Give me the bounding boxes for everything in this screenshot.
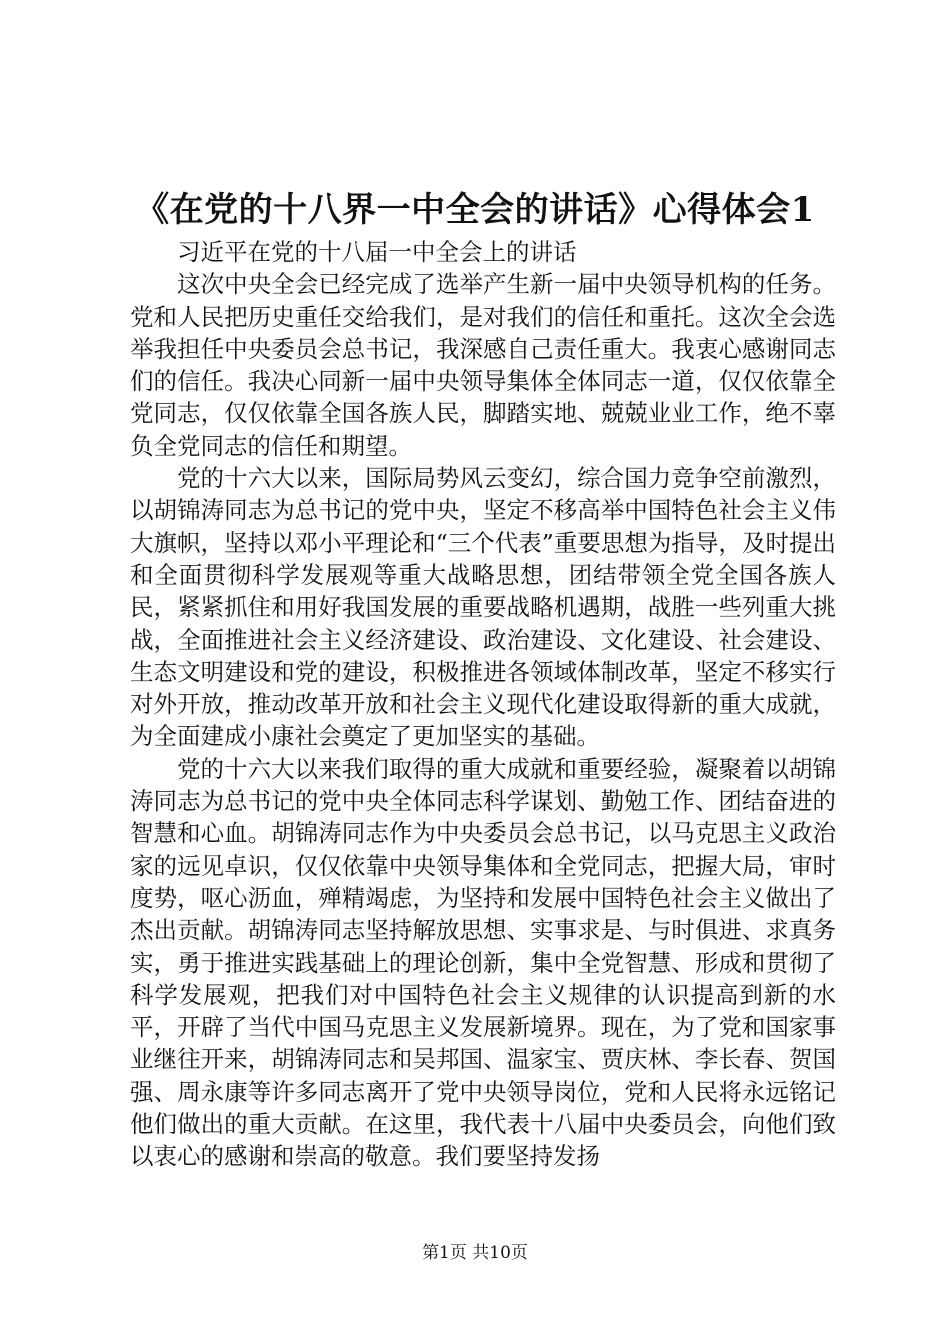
document-title: 《在党的十八界一中全会的讲话》心得体会1	[135, 190, 815, 230]
paragraph-1: 习近平在党的十八届一中全会上的讲话	[177, 238, 577, 266]
paragraph-3: 党的十六大以来，国际局势风云变幻，综合国力竞争空前激烈，以胡锦涛同志为总书记的党中央，坚定不移高举中国特色社会主义伟大旗帜，坚持以邓小平理论和“三个代表”重要思想为指导，及时提出和全面贯彻科学发展观等重大战略思想，团结带领全党全国各族人民，紧紧抓住和用好我国发展的重要战略机遇期，战胜一些列重大挑战，全面推进社会主义经济建设、政治建设、文化建设、社会建设、生态文明建设和党的建设，积极推进各领域体制改革，坚定不移实行对外开放，推动改革开放和社会主义现代化建设取得新的重大成就，为全面建成小康社会奠定了更加坚实的基础。	[130, 464, 836, 751]
page-footer: 第1页 共10页	[422, 1243, 528, 1263]
document-body	[130, 236, 836, 1173]
paragraph-2: 这次中央全会已经完成了选举产生新一届中央领导机构的任务。党和人民把历史重任交给我们，是对我们的信任和重托。这次全会选举我担任中央委员会总书记，我深感自己责任重大。我衷心感谢同志们的信任。我决心同新一届中央领导集体全体同志一道，仅仅依靠全党同志，仅仅依靠全国各族人民，脚踏实地、兢兢业业工作，绝不辜负全党同志的信任和期望。	[130, 270, 836, 460]
paragraph-4: 党的十六大以来我们取得的重大成就和重要经验，凝聚着以胡锦涛同志为总书记的党中央全体同志科学谋划、勤勉工作、团结奋进的智慧和心血。胡锦涛同志作为中央委员会总书记，以马克思主义政治家的远见卓识，仅仅依靠中央领导集体和全党同志，把握大局，审时度势，呕心沥血，殚精竭虑，为坚持和发展中国特色社会主义做出了杰出贡献。胡锦涛同志坚持解放思想、实事求是、与时俱进、求真务实，勇于推进实践基础上的理论创新，集中全党智慧、形成和贯彻了科学发展观，把我们对中国特色社会主义规律的认识提高到新的水平，开辟了当代中国马克思主义发展新境界。现在，为了党和国家事业继往开来，胡锦涛同志和吴邦国、温家宝、贾庆林、李长春、贺国强、周永康等许多同志离开了党中央领导岗位，党和人民将永远铭记他们做出的重大贡献。在这里，我代表十八届中央委员会，向他们致以衷心的感谢和崇高的敬意。我们要坚持发扬	[130, 754, 836, 1171]
